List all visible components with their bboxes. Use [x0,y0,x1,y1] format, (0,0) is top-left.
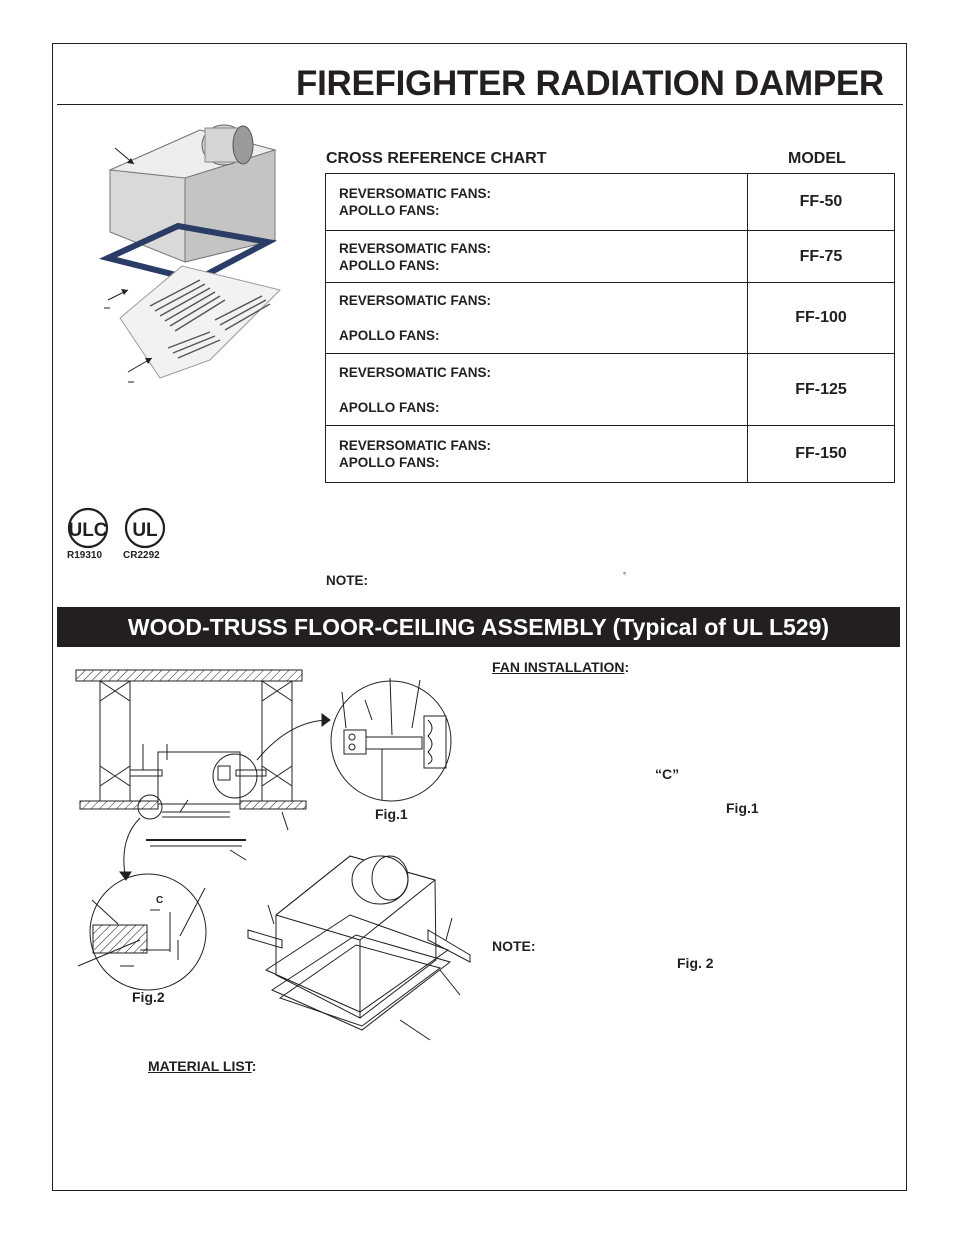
fig1-caption: Fig.1 [375,806,408,822]
model-cell: FF-150 [748,426,895,483]
fig2-reference: Fig. 2 [677,955,714,971]
fig1-reference: Fig.1 [726,800,759,816]
cross-reference-heading: CROSS REFERENCE CHART [326,150,547,167]
fan-installation-colon: : [624,659,630,675]
section-banner: WOOD-TRUSS FLOOR-CEILING ASSEMBLY (Typical of UL L529) [57,607,900,647]
installation-note-label: NOTE: [492,938,536,954]
reversomatic-label: REVERSOMATIC FANS: [339,364,492,380]
ul-listing-number: CR2292 [123,550,160,561]
model-heading: MODEL [788,150,846,167]
reversomatic-label: REVERSOMATIC FANS: [339,240,492,256]
model-cell: FF-50 [748,174,895,231]
apollo-label: APOLLO FANS: [339,455,440,470]
material-list-title: MATERIAL LIST [148,1058,252,1074]
model-cell: FF-125 [748,354,895,426]
fig2-caption: Fig.2 [132,989,165,1005]
reversomatic-label: REVERSOMATIC FANS: [339,293,492,308]
reversomatic-label: REVERSOMATIC FANS: [339,438,492,453]
apollo-label: APOLLO FANS: [339,203,440,218]
apollo-label: APOLLO FANS: [339,399,440,415]
svg-text:ULC: ULC [68,520,108,541]
ulc-listing-number: R19310 [67,550,103,561]
apollo-label: APOLLO FANS: [339,328,440,343]
model-cell: FF-100 [748,283,895,354]
material-list-heading [148,1058,256,1074]
apollo-label: APOLLO FANS: [339,257,440,273]
svg-text:UL: UL [132,520,158,541]
degree-mark: ° [623,571,627,580]
c-dimension-ref: “C” [655,766,680,782]
fan-installation-heading [492,659,629,675]
page-title: FIREFIGHTER RADIATION DAMPER [296,64,884,103]
clearance-c-label: C [156,895,164,906]
model-cell: FF-75 [748,231,895,283]
material-list-colon: : [251,1058,257,1074]
note-label: NOTE: [326,573,368,588]
fan-installation-title: FAN INSTALLATION [492,659,625,675]
reversomatic-label: REVERSOMATIC FANS: [339,186,492,201]
